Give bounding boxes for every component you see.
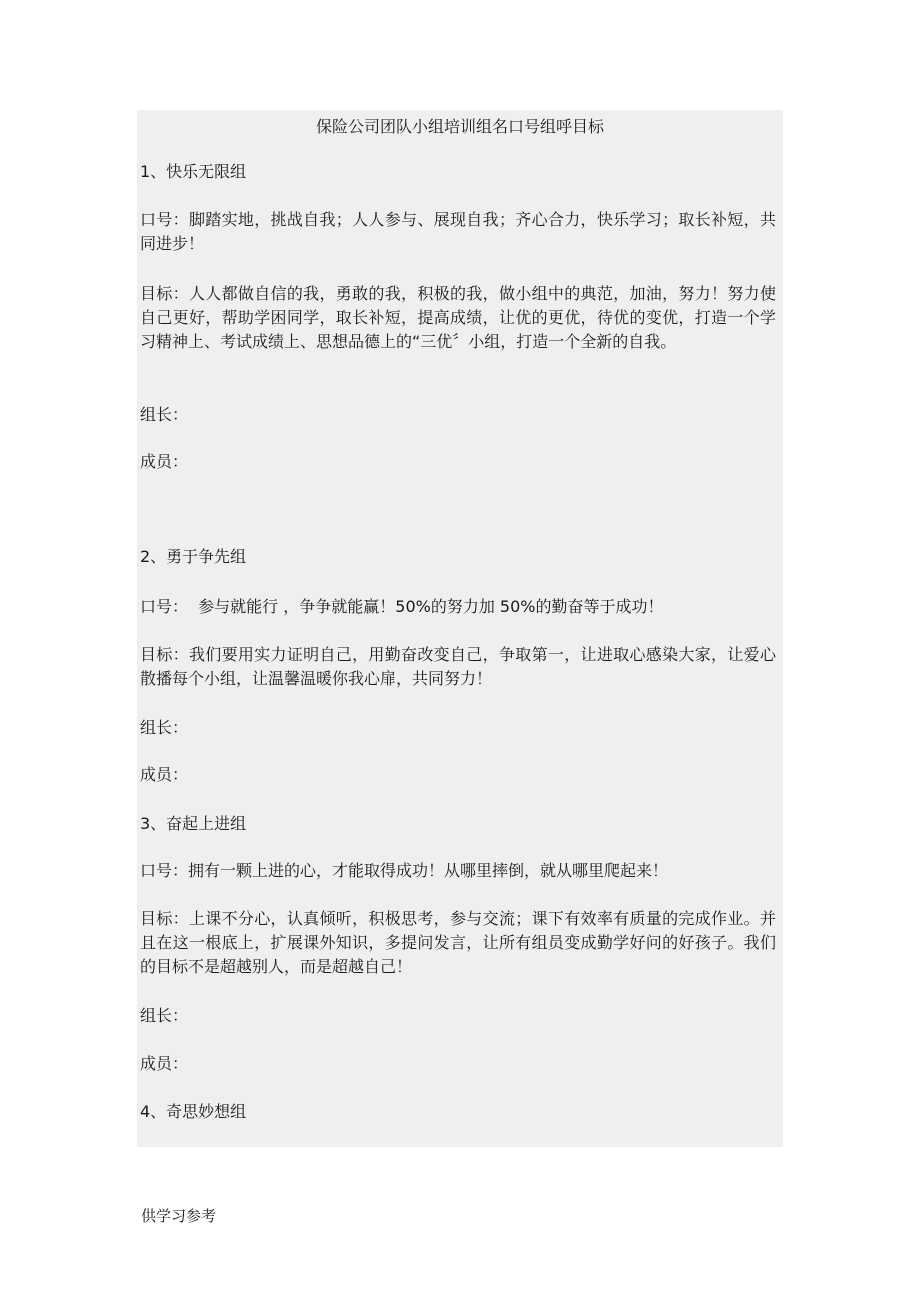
group-3-members: 成员：: [140, 1054, 189, 1073]
group-3-heading: 3、奋起上进组: [140, 814, 247, 833]
document-page: [137, 110, 783, 1147]
group-3-goal: 目标：上课不分心，认真倾听，积极思考，参与交流；课下有效率有质量的完成作业。并且在这一根底上，扩展课外知识，多提问发言，让所有组员变成勤学好问的好孩子。我们的目标不是超越别人，而是超越自己！: [140, 909, 776, 976]
group-1-leader: 组长：: [140, 405, 189, 424]
group-3-leader: 组长：: [140, 1006, 189, 1025]
group-1-goal: 目标：人人都做自信的我，勇敢的我，积极的我，做小组中的典范，加油，努力！努力使自己更好，帮助学困同学，取长补短，提高成绩，让优的更优，待优的变优，打造一个学习精神上、考试成绩上、思想品德上的“三优〞小组，打造一个全新的自我。: [140, 284, 776, 351]
document-title: 保险公司团队小组培训组名口号组呼目标: [315, 117, 604, 136]
group-1-slogan: 口号：脚踏实地，挑战自我；人人参与、展现自我；齐心合力，快乐学习；取长补短，共同进步！: [140, 210, 776, 253]
group-1-members: 成员：: [140, 452, 189, 471]
group-2-members: 成员：: [140, 765, 189, 784]
group-2-leader: 组长：: [140, 718, 189, 737]
group-2-slogan: 口号： 参与就能行 ，争争就能赢！50%的努力加 50%的勤奋等于成功！: [140, 597, 664, 616]
group-2-goal: 目标：我们要用实力证明自己，用勤奋改变自己，争取第一，让进取心感染大家，让爱心散播每个小组，让温馨温暖你我心扉，共同努力！: [140, 645, 776, 688]
group-3-slogan: 口号：拥有一颗上进的心，才能取得成功！从哪里摔倒，就从哪里爬起来！: [140, 861, 669, 880]
group-1-heading: 1、快乐无限组: [140, 162, 247, 181]
footer-note: 供学习参考: [141, 1207, 217, 1225]
group-2-heading: 2、勇于争先组: [140, 547, 247, 566]
group-4-heading: 4、奇思妙想组: [140, 1102, 247, 1121]
